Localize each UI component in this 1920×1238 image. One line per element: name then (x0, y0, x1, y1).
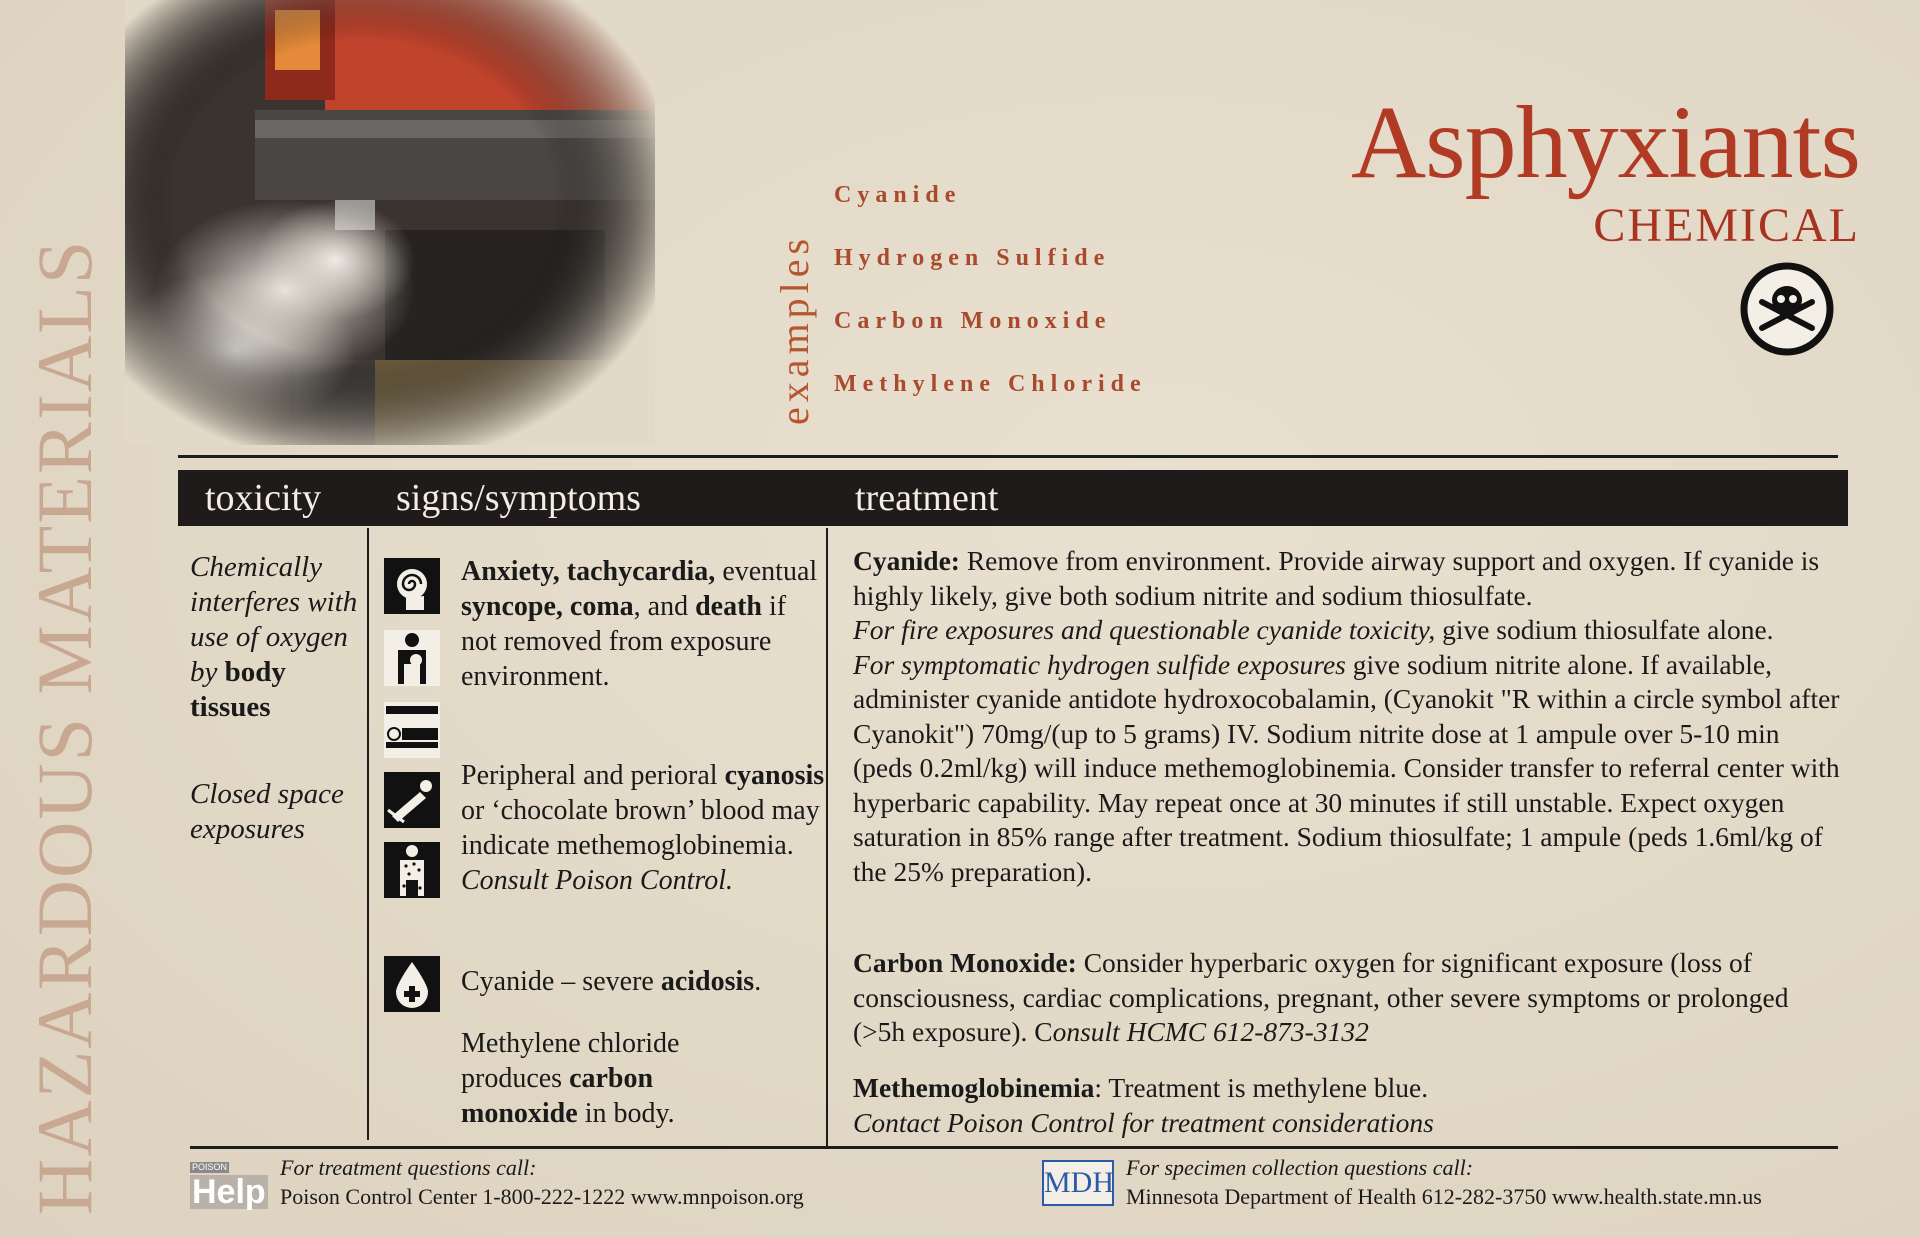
head-spiral-icon (384, 558, 440, 614)
blood-drop-icon (384, 956, 440, 1012)
side-label: HAZARDOUS MATERIALS (21, 238, 108, 1215)
page-subtitle: CHEMICAL (1593, 199, 1860, 252)
example-item: Hydrogen Sulfide (834, 245, 1111, 271)
symptom-text: Methylene chloride produces carbon monoxide in body. (461, 1028, 680, 1129)
treatment-cyanide: Cyanide: Remove from environment. Provide airway support and oxygen. If cyanide is highly likely, give both sodium nitrite and sodium thiosulfate. For fire exposures and questionable cyanide toxicity, give sodium thiosulfate alone. For symptomatic hydrogen sulfide exposures give sodium nitrite alone. If available, administer cyanide antidote hydroxocobalamin, (Cyanokit "R within a circle symbol after Cyanokit") 70mg/(up to 5 grams) IV. Sodium nitrite dose at 1 ampule over 5-10 min (peds 0.2ml/kg) will induce methemoglobinemia. Consider transfer to referral center with hyperbaric capability. May repeat once at 30 minutes if still unstable. Expect oxygen saturation in 85% range after treatment. Sodium thiosulfate; 1 ampule (peds 1.6ml/kg of the 25% preparation). (853, 545, 1840, 887)
person-spotted-body-icon (384, 842, 440, 898)
footer-left-heading: For treatment questions call: (280, 1155, 537, 1180)
example-item: Carbon Monoxide (834, 308, 1112, 334)
header-signs-symptoms: signs/symptoms (396, 477, 641, 519)
mdh-logo: MDH (1042, 1160, 1114, 1206)
example-item: Methylene Chloride (834, 371, 1147, 397)
symptom-text: Peripheral and perioral cyanosis or ‘chocolate brown’ blood may indicate methemoglobinemia. Consult Poison Control. (461, 760, 825, 896)
poison-help-logo: POISON Help (192, 1162, 266, 1211)
toxicity-description: Chemically interferes with use of oxygen by body tissues (190, 551, 358, 723)
footer-right-contact: Minnesota Department of Health 612-282-3750 www.health.state.mn.us (1126, 1184, 1762, 1209)
truck-exhaust-photo (125, 0, 655, 445)
footer-left-contact: Poison Control Center 1-800-222-1222 www.mnpoison.org (280, 1184, 804, 1209)
treatment-carbon-monoxide: Carbon Monoxide: Consider hyperbaric oxygen for significant exposure (loss of consciousness, cardiac complications, pregnant, other severe symptoms or prolonged (>5h exposure). Consult HCMC 612-873-3132 (853, 947, 1789, 1047)
toxicity-exposure: Closed space exposures (190, 778, 344, 845)
examples-label: examples (772, 233, 817, 425)
header-toxicity: toxicity (205, 477, 322, 519)
skull-crossbones-icon (1740, 262, 1834, 356)
header-treatment: treatment (855, 477, 999, 519)
footer-right-heading: For specimen collection questions call: (1126, 1155, 1474, 1180)
person-chest-pain-icon (384, 630, 440, 686)
top-rule (178, 455, 1838, 458)
bottom-rule (190, 1146, 1838, 1149)
treatment-methemoglobinemia: Methemoglobinemia: Treatment is methylene blue. Contact Poison Control for treatment considerations (853, 1072, 1434, 1138)
column-divider (826, 528, 828, 1148)
symptom-text: Anxiety, tachycardia, eventual syncope, coma, and death if not removed from exposure environment. (461, 556, 818, 692)
person-collapsed-icon (384, 772, 440, 828)
person-lying-down-icon (384, 702, 440, 758)
page-title: Asphyxiants (1351, 85, 1860, 200)
symptom-text: Cyanide – severe acidosis. (461, 966, 762, 997)
example-item: Cyanide (834, 182, 962, 208)
